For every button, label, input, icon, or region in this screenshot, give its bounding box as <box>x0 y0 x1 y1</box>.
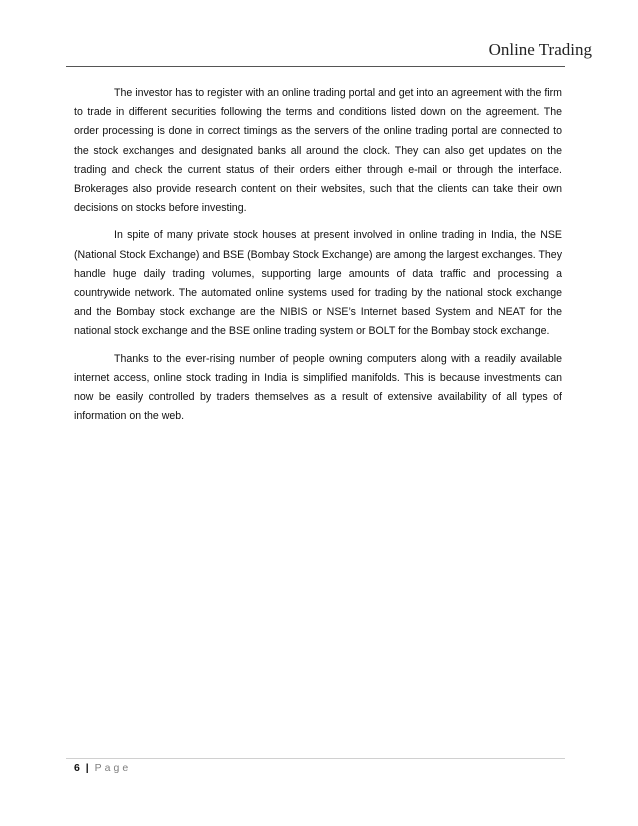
header-title: Online Trading <box>488 40 592 59</box>
paragraph-3: Thanks to the ever-rising number of people owning computers along with a readily available internet access, online stock trading in India is simplified manifolds. This is because investments can now be easily controlled by traders themselves as a result of extensive availability of all types of information on the web. <box>74 352 562 423</box>
page-number: 6 <box>74 762 80 774</box>
footer-separator: | <box>85 762 89 774</box>
paragraph-1: The investor has to register with an online trading portal and get into an agreement with the firm to trade in different securities following the terms and conditions listed down on the agreement. The order processing is done in correct timings as the servers of the online trading portal are connected to the stock exchanges and designated banks all around the clock. They can also get updates on the trading and check the current status of their orders either through e-mail or through the interface. Brokerages also provide research content on their websites, such that the clients can take their own decisions on stocks before investing. <box>74 87 562 215</box>
footer-divider <box>66 758 565 759</box>
header-divider <box>66 66 565 67</box>
page-footer <box>74 762 131 774</box>
paragraph-2: In spite of many private stock houses at present involved in online trading in India, the NSE (National Stock Exchange) and BSE (Bombay Stock Exchange) are among the largest exchanges. They handle huge daily trading volumes, supporting large amounts of data traffic and processing a countrywide network. The automated online systems used for trading by the national stock exchange and the Bombay stock exchange are the NIBIS or NSE’s Internet based System and NEAT for the national stock exchange and the BSE online trading system or BOLT for the Bombay stock exchange. <box>74 229 562 338</box>
document-body <box>74 84 562 434</box>
page-label: Page <box>94 762 132 774</box>
